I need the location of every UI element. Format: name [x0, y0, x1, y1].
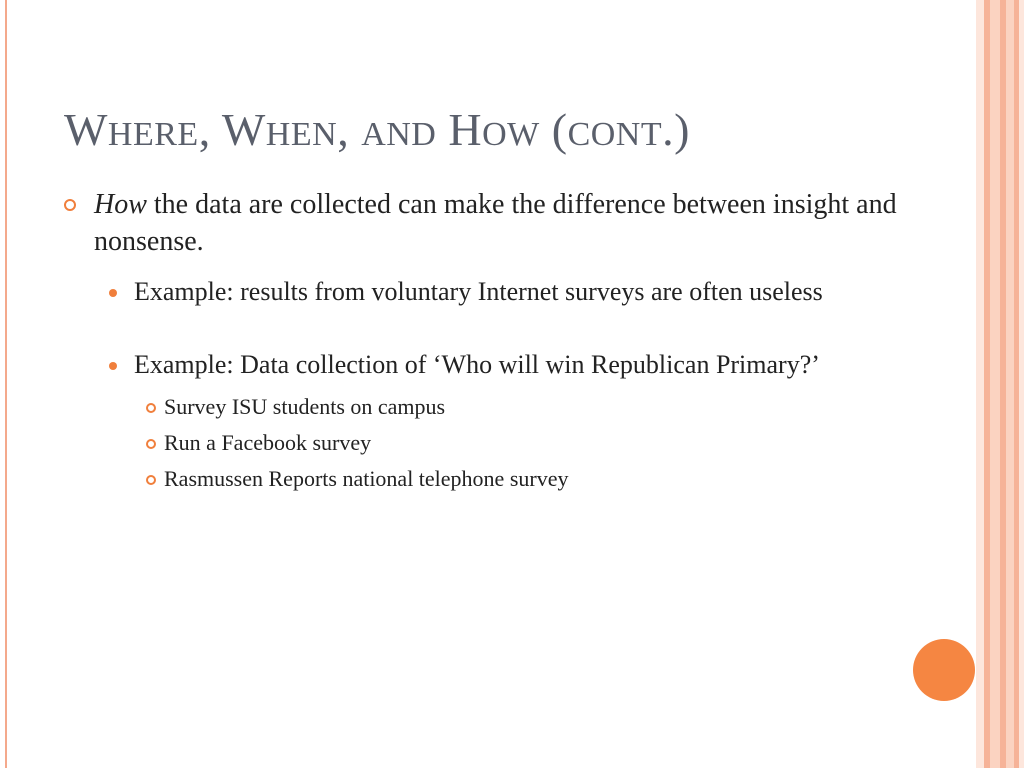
sub-bullet [64, 428, 924, 458]
main-bullet-text: the data are collected can make the difference between insight and nonsense. [94, 189, 897, 257]
sub-bullet-text: Run a Facebook survey [164, 430, 372, 455]
ring-bullet-icon [146, 439, 156, 449]
stripe [1019, 0, 1024, 768]
example-1-text: Example: results from voluntary Internet surveys are often useless [134, 277, 823, 306]
title-part: W [221, 104, 266, 155]
title-part: H [436, 104, 483, 155]
title-part: W [64, 104, 108, 155]
decorative-stripes [976, 0, 1024, 768]
slide-content [64, 186, 924, 494]
title-part: OW [482, 116, 540, 153]
stripe [1006, 0, 1014, 768]
sub-bullet [64, 392, 924, 422]
sub-bullet-text: Rasmussen Reports national telephone survey [164, 466, 569, 491]
title-part: CONT [567, 116, 663, 153]
title-part: HEN [265, 116, 338, 153]
title-part: .) [662, 104, 690, 155]
title-part: HERE [107, 116, 199, 153]
emphasis-word: How [94, 189, 147, 220]
title-part: AND [361, 116, 437, 153]
main-bullet [64, 186, 924, 260]
slide-title [64, 103, 690, 156]
example-bullet-2 [64, 347, 924, 382]
ring-bullet-icon [146, 475, 156, 485]
dot-bullet-icon [109, 289, 117, 297]
dot-bullet-icon [109, 362, 117, 370]
sub-bullet-text: Survey ISU students on campus [164, 394, 446, 419]
title-part: , [198, 104, 222, 155]
title-part: , [337, 104, 362, 155]
sub-bullet [64, 464, 924, 494]
stripe [990, 0, 1000, 768]
example-bullet-1 [64, 274, 924, 309]
ring-bullet-icon [64, 199, 76, 211]
decorative-circle [913, 639, 975, 701]
stripe [976, 0, 984, 768]
title-part: ( [539, 104, 568, 155]
ring-bullet-icon [146, 403, 156, 413]
example-2-text: Example: Data collection of ‘Who will win Republican Primary?’ [134, 350, 820, 379]
